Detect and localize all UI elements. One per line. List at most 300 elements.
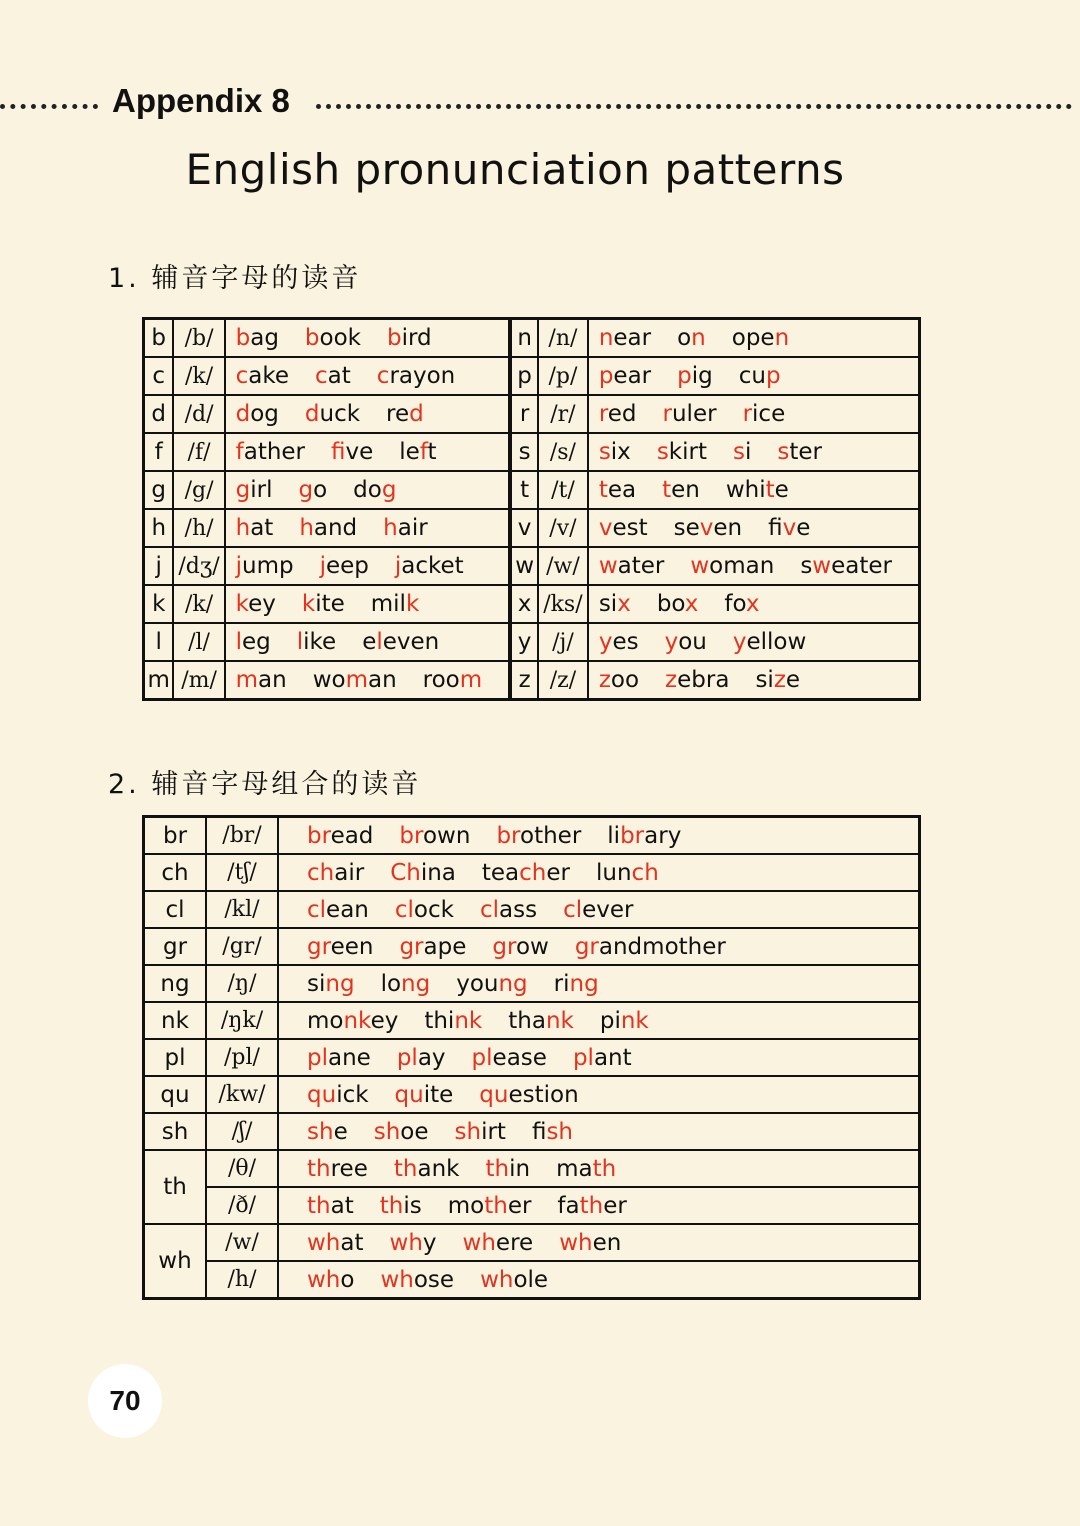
letter-cell: m xyxy=(144,661,174,700)
example-words-cell xyxy=(278,965,920,1002)
example-word xyxy=(732,325,789,351)
word-part: ary xyxy=(644,822,682,849)
example-word xyxy=(371,591,420,617)
example-words-cell xyxy=(278,1076,920,1113)
word-part: en xyxy=(713,515,743,541)
highlighted-letters: c xyxy=(235,363,249,389)
highlighted-letters: b xyxy=(387,325,402,351)
word-part: mil xyxy=(370,591,406,617)
highlighted-letters: qu xyxy=(394,1081,424,1108)
table-row xyxy=(144,1113,920,1150)
letter-cell: ng xyxy=(144,965,207,1002)
word-part: e xyxy=(362,629,377,655)
example-word xyxy=(380,1267,454,1293)
example-word xyxy=(492,934,548,960)
word-part: fa xyxy=(557,1192,580,1219)
highlighted-letters: z xyxy=(665,667,678,693)
example-word xyxy=(777,439,822,465)
highlighted-letters: n xyxy=(774,325,790,351)
example-word xyxy=(563,897,633,923)
example-word xyxy=(479,1082,578,1108)
letter-cell: n xyxy=(510,319,538,358)
example-word xyxy=(733,629,806,655)
word-part: ellow xyxy=(746,629,807,655)
highlighted-letters: gr xyxy=(307,933,331,960)
example-word xyxy=(395,553,464,579)
highlighted-letters: f xyxy=(419,439,428,465)
word-part: wo xyxy=(312,667,346,693)
word-part: eg xyxy=(242,629,271,655)
highlighted-letters: th xyxy=(307,1192,331,1219)
example-word xyxy=(307,934,373,960)
highlighted-letters: br xyxy=(399,822,423,849)
example-word xyxy=(362,629,439,655)
highlighted-letters: ch xyxy=(519,859,547,886)
word-part: roo xyxy=(422,667,460,693)
highlighted-letters: th xyxy=(579,1192,604,1219)
highlighted-letters: x xyxy=(684,591,699,617)
table-row xyxy=(144,585,920,623)
example-word xyxy=(320,553,369,579)
example-word xyxy=(657,439,707,465)
example-word xyxy=(463,1230,534,1256)
word-part: ant xyxy=(593,1044,632,1071)
word-part: ebra xyxy=(677,667,730,693)
example-word xyxy=(395,897,454,923)
example-word xyxy=(399,934,466,960)
word-part: air xyxy=(334,859,365,886)
phonetic-cell: /j/ xyxy=(538,623,588,661)
highlighted-letters: nk xyxy=(343,1007,371,1034)
table-row xyxy=(144,433,920,471)
example-word xyxy=(236,363,289,389)
example-word xyxy=(677,325,706,351)
highlighted-letters: h xyxy=(235,515,251,541)
highlighted-letters: m xyxy=(235,667,259,693)
word-part: at xyxy=(327,363,351,389)
example-words-cell xyxy=(588,433,920,471)
example-word xyxy=(307,1267,354,1293)
highlighted-letters: cl xyxy=(563,896,583,923)
example-word xyxy=(559,1230,621,1256)
highlighted-letters: ng xyxy=(325,970,355,997)
example-word xyxy=(726,477,789,503)
example-word xyxy=(456,971,527,997)
example-word xyxy=(599,629,639,655)
letter-cell: t xyxy=(510,471,538,509)
example-word xyxy=(381,971,431,997)
highlighted-letters: nk xyxy=(545,1007,574,1034)
example-words-cell xyxy=(225,433,511,471)
word-part: whi xyxy=(725,477,766,503)
example-word xyxy=(480,897,537,923)
example-word xyxy=(674,515,743,541)
word-part: ite xyxy=(423,1081,454,1108)
example-word xyxy=(399,439,436,465)
example-word xyxy=(236,515,274,541)
phonetic-cell: /b/ xyxy=(173,319,224,358)
phonetic-cell: /d/ xyxy=(173,395,224,433)
highlighted-letters: w xyxy=(598,553,618,579)
example-word xyxy=(607,823,681,849)
highlighted-letters: c xyxy=(376,363,390,389)
example-word xyxy=(395,1082,454,1108)
highlighted-letters: y xyxy=(598,629,613,655)
table-row xyxy=(144,319,920,358)
word-part: re xyxy=(386,401,410,427)
word-part: i xyxy=(744,439,752,465)
consonant-combinations-table xyxy=(142,815,921,1300)
example-words-cell xyxy=(588,547,920,585)
highlighted-letters: d xyxy=(409,401,424,427)
highlighted-letters: r xyxy=(742,401,753,427)
word-part: ear xyxy=(613,363,652,389)
letter-cell: v xyxy=(510,509,538,547)
table-row xyxy=(144,471,920,509)
example-word xyxy=(733,439,751,465)
word-part: estion xyxy=(508,1081,579,1108)
example-word xyxy=(307,1082,369,1108)
highlighted-letters: k xyxy=(301,591,316,617)
example-word xyxy=(599,553,665,579)
example-word xyxy=(768,515,810,541)
example-words-cell xyxy=(278,1002,920,1039)
letter-cell: s xyxy=(510,433,538,471)
highlighted-letters: sh xyxy=(454,1118,482,1145)
example-words-cell xyxy=(278,817,920,855)
example-word xyxy=(665,629,707,655)
highlighted-letters: s xyxy=(656,439,669,465)
example-words-cell xyxy=(588,661,920,700)
word-part: oman xyxy=(709,553,775,579)
word-part: ma xyxy=(556,1155,593,1182)
example-word xyxy=(307,1045,371,1071)
highlighted-letters: ng xyxy=(498,970,528,997)
dotted-rule-right xyxy=(316,104,1072,109)
example-word xyxy=(424,1008,482,1034)
highlighted-letters: j xyxy=(319,553,326,579)
letter-cell: k xyxy=(144,585,174,623)
example-word xyxy=(374,1119,429,1145)
appendix-label: Appendix 8 xyxy=(112,82,290,119)
example-word xyxy=(297,629,336,655)
word-part: e xyxy=(774,477,789,503)
example-word xyxy=(399,823,470,849)
highlighted-letters: wh xyxy=(480,1266,514,1293)
word-part: own xyxy=(422,822,471,849)
example-word xyxy=(508,1008,574,1034)
word-part: en xyxy=(671,477,700,503)
word-part: ite xyxy=(315,591,345,617)
letter-cell: y xyxy=(510,623,538,661)
table-row xyxy=(144,1187,920,1224)
word-part: at xyxy=(250,515,274,541)
highlighted-letters: th xyxy=(307,1155,331,1182)
example-word xyxy=(575,934,726,960)
phonetic-cell: /p/ xyxy=(538,357,588,395)
word-part: ump xyxy=(242,553,294,579)
word-part: uler xyxy=(671,401,717,427)
highlighted-letters: pl xyxy=(572,1044,594,1071)
highlighted-letters: p xyxy=(765,363,781,389)
word-part: ever xyxy=(582,896,634,923)
highlighted-letters: s xyxy=(777,439,790,465)
phonetic-cell: /ð/ xyxy=(206,1187,278,1224)
phonetic-cell: /k/ xyxy=(173,357,224,395)
example-words-cell xyxy=(278,1224,920,1261)
example-words-cell xyxy=(225,319,511,358)
word-part: ere xyxy=(495,1229,534,1256)
word-part: is xyxy=(403,1192,422,1219)
letter-cell: z xyxy=(510,661,538,700)
highlighted-letters: k xyxy=(405,591,420,617)
word-part: e xyxy=(333,1118,348,1145)
word-part: ou xyxy=(678,629,707,655)
highlighted-letters: th xyxy=(393,1155,418,1182)
highlighted-letters: k xyxy=(235,591,249,617)
highlighted-letters: c xyxy=(315,363,328,389)
highlighted-letters: cl xyxy=(307,896,327,923)
highlighted-letters: p xyxy=(677,363,692,389)
table-row xyxy=(144,891,920,928)
phonetic-cell: /gr/ xyxy=(206,928,278,965)
phonetic-cell: /dʒ/ xyxy=(173,547,224,585)
highlighted-letters: cl xyxy=(479,896,500,923)
letter-cell: qu xyxy=(144,1076,207,1113)
example-word xyxy=(423,667,483,693)
word-part: ri xyxy=(553,970,570,997)
phonetic-cell: /tʃ/ xyxy=(206,854,278,891)
table-row xyxy=(144,661,920,700)
word-part: le xyxy=(399,439,420,465)
word-part: en xyxy=(592,1229,622,1256)
letter-cell: j xyxy=(144,547,174,585)
table-row xyxy=(144,547,920,585)
highlighted-letters: ng xyxy=(401,970,431,997)
word-part: irt xyxy=(481,1118,506,1145)
highlighted-letters: z xyxy=(598,667,611,693)
word-part: fi xyxy=(531,1118,547,1145)
word-part: e xyxy=(785,667,801,693)
example-word xyxy=(480,1267,548,1293)
table-row xyxy=(144,623,920,661)
example-word xyxy=(307,1156,368,1182)
example-word xyxy=(236,325,279,351)
highlighted-letters: th xyxy=(379,1192,404,1219)
example-words-cell xyxy=(278,854,920,891)
letter-cell: b xyxy=(144,319,174,358)
highlighted-letters: n xyxy=(598,325,614,351)
highlighted-letters: d xyxy=(235,401,251,427)
word-part: s xyxy=(800,553,813,579)
example-word xyxy=(662,477,700,503)
table-row xyxy=(144,509,920,547)
word-part: se xyxy=(673,515,700,541)
phonetic-cell: /n/ xyxy=(538,319,588,358)
word-part: acket xyxy=(401,553,464,579)
example-word xyxy=(599,515,648,541)
table-row xyxy=(144,1150,920,1187)
highlighted-letters: r xyxy=(662,401,672,427)
example-words-cell xyxy=(278,928,920,965)
letter-cell: w xyxy=(510,547,538,585)
example-words-cell xyxy=(588,471,920,509)
highlighted-letters: sh xyxy=(373,1118,401,1145)
word-part: ook xyxy=(319,325,361,351)
word-part: fi xyxy=(768,515,783,541)
highlighted-letters: t xyxy=(598,477,608,503)
word-part: air xyxy=(397,515,428,541)
example-word xyxy=(724,591,759,617)
example-word xyxy=(573,1045,632,1071)
highlighted-letters: f xyxy=(235,439,244,465)
highlighted-letters: g xyxy=(235,477,251,503)
highlighted-letters: ch xyxy=(631,859,659,886)
example-word xyxy=(677,363,713,389)
example-words-cell xyxy=(588,395,920,433)
table-row xyxy=(144,1039,920,1076)
highlighted-letters: wh xyxy=(462,1229,496,1256)
highlighted-letters: nk xyxy=(454,1007,483,1034)
example-word xyxy=(305,401,360,427)
table-row xyxy=(144,1261,920,1299)
highlighted-letters: sh xyxy=(546,1118,574,1145)
appendix-header xyxy=(0,82,1080,128)
word-part: ose xyxy=(413,1266,455,1293)
highlighted-letters: n xyxy=(691,325,706,351)
highlighted-letters: l xyxy=(235,629,242,655)
example-words-cell xyxy=(588,623,920,661)
example-word xyxy=(331,439,373,465)
example-words-cell xyxy=(225,357,511,395)
example-word xyxy=(236,477,273,503)
highlighted-letters: sh xyxy=(307,1118,334,1145)
letter-cell: ch xyxy=(144,854,207,891)
example-word xyxy=(599,477,636,503)
phonetic-cell: /ks/ xyxy=(538,585,588,623)
letter-cell: d xyxy=(144,395,174,433)
example-word xyxy=(556,1156,616,1182)
phonetic-cell: /s/ xyxy=(538,433,588,471)
example-word xyxy=(390,860,456,886)
example-word xyxy=(307,1193,354,1219)
word-part: ird xyxy=(401,325,432,351)
word-part: rayon xyxy=(389,363,456,389)
example-word xyxy=(755,667,800,693)
highlighted-letters: j xyxy=(394,553,402,579)
table-row xyxy=(144,1224,920,1261)
word-part: eater xyxy=(831,553,892,579)
highlighted-letters: th xyxy=(592,1155,617,1182)
highlighted-letters: br xyxy=(307,822,331,849)
word-part: si xyxy=(755,667,774,693)
highlighted-letters: g xyxy=(381,477,397,503)
example-words-cell xyxy=(225,471,511,509)
example-word xyxy=(455,1119,506,1145)
highlighted-letters: wh xyxy=(389,1229,423,1256)
highlighted-letters: d xyxy=(304,401,320,427)
highlighted-letters: wh xyxy=(559,1229,593,1256)
phonetic-cell: /h/ xyxy=(206,1261,278,1299)
highlighted-letters: wh xyxy=(307,1266,341,1293)
word-part: bo xyxy=(656,591,685,617)
word-part: ease xyxy=(492,1044,547,1071)
example-word xyxy=(236,439,305,465)
example-word xyxy=(596,860,659,886)
word-part: ass xyxy=(499,896,538,923)
phonetic-cell: /g/ xyxy=(173,471,224,509)
example-word xyxy=(299,515,357,541)
highlighted-letters: l xyxy=(376,629,383,655)
example-word xyxy=(472,1045,547,1071)
phonetic-cell: /z/ xyxy=(538,661,588,700)
highlighted-letters: g xyxy=(298,477,314,503)
highlighted-letters: t xyxy=(765,477,775,503)
example-words-cell xyxy=(588,509,920,547)
example-word xyxy=(298,477,327,503)
word-part: ey xyxy=(370,1007,399,1034)
table-row xyxy=(144,357,920,395)
example-word xyxy=(739,363,781,389)
word-part: cu xyxy=(738,363,766,389)
highlighted-letters: br xyxy=(496,822,521,849)
word-part: tea xyxy=(481,859,520,886)
word-part: fo xyxy=(724,591,746,617)
consonant-letters-table xyxy=(142,317,921,701)
word-part: mo xyxy=(307,1007,344,1034)
example-word xyxy=(557,1193,626,1219)
word-part: and xyxy=(313,515,358,541)
word-part: ey xyxy=(248,591,276,617)
example-words-cell xyxy=(225,395,511,433)
example-word xyxy=(236,553,294,579)
phonetic-cell: /t/ xyxy=(538,471,588,509)
table-row xyxy=(144,1076,920,1113)
word-part: er xyxy=(507,1192,532,1219)
phonetic-cell: /w/ xyxy=(538,547,588,585)
word-part: ter xyxy=(789,439,822,465)
word-part: ake xyxy=(248,363,290,389)
letter-cell: nk xyxy=(144,1002,207,1039)
word-part: ock xyxy=(413,896,454,923)
highlighted-letters: w xyxy=(690,553,710,579)
word-part: ick xyxy=(336,1081,369,1108)
example-words-cell xyxy=(225,585,511,623)
example-word xyxy=(390,1230,437,1256)
table-row xyxy=(144,1002,920,1039)
phonetic-cell: /v/ xyxy=(538,509,588,547)
highlighted-letters: Ch xyxy=(390,859,421,886)
letter-cell: gr xyxy=(144,928,207,965)
example-words-cell xyxy=(278,1261,920,1299)
letter-cell: c xyxy=(144,357,174,395)
highlighted-letters: th xyxy=(484,1192,508,1219)
letter-cell: l xyxy=(144,623,174,661)
example-word xyxy=(313,667,397,693)
word-part: other xyxy=(520,822,582,849)
word-part: kirt xyxy=(668,439,707,465)
example-words-cell xyxy=(278,891,920,928)
example-word xyxy=(236,629,271,655)
example-word xyxy=(236,591,276,617)
highlighted-letters: s xyxy=(598,439,611,465)
example-words-cell xyxy=(588,319,920,358)
word-part: an xyxy=(258,667,287,693)
word-part: ank xyxy=(417,1155,460,1182)
table-row xyxy=(144,395,920,433)
phonetic-cell: /w/ xyxy=(206,1224,278,1261)
example-word xyxy=(743,401,786,427)
